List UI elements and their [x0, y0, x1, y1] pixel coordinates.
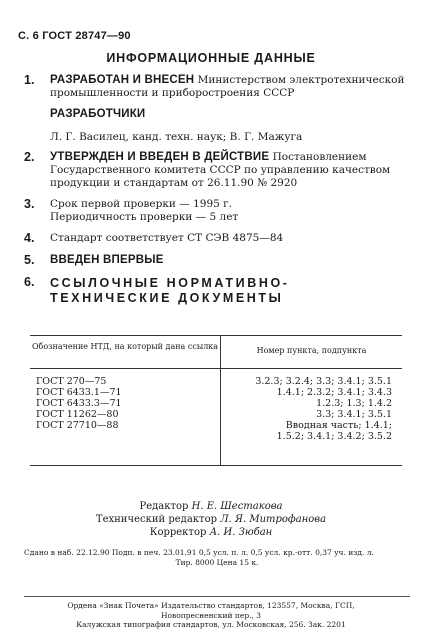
item-2-heading: УТВЕРЖДЕН И ВВЕДЕН В ДЕЙСТВИЕ: [50, 151, 270, 163]
item-1-text: [50, 74, 408, 100]
table-cell-doc: ГОСТ 270—75: [36, 376, 107, 387]
item-number: 1.: [24, 73, 35, 87]
editors-block: [0, 500, 422, 539]
imprint-line-1: Сдано в наб. 22.12.90 Подп. в печ. 23.01.91 0,5 усл. п. л. 0,5 усл. кр.-отт. 0,37 уч. изд. л.: [24, 548, 374, 557]
tech-editor-name: Л. Я. Митрофанова: [220, 514, 327, 525]
tech-editor-line: [0, 513, 422, 526]
editor-line: [0, 500, 422, 513]
document-column: [30, 369, 221, 465]
table-cell-ref: Вводная часть; 1.4.1;: [285, 420, 392, 431]
table-cell-doc: ГОСТ 27710—88: [36, 420, 119, 431]
item-number: 2.: [24, 150, 35, 164]
imprint-line-2: Тир. 8000 Цена 15 к.: [175, 557, 259, 567]
publisher-footer: [0, 601, 422, 630]
table-cell-doc: ГОСТ 11262—80: [36, 409, 119, 420]
item-2-body: Постановлением Государственного комитета СССР по управлению качеством продукции и стандартам от 26.11.90 № 2920: [50, 151, 391, 189]
item-3-line2: Периодичность проверки — 5 лет: [50, 211, 239, 223]
developers-names: Л. Г. Василец, канд. техн. наук; В. Г. Мажуга: [50, 131, 303, 143]
item-6-heading: ССЫЛОЧНЫЕ НОРМАТИВНО-ТЕХНИЧЕСКИЕ ДОКУМЕНТЫ: [50, 276, 290, 305]
corrector-name: А. И. Зюбан: [209, 527, 273, 538]
item-1-body: Министерством электротехнической промышленности и приборостроения СССР: [50, 74, 405, 99]
corrector-line: [0, 526, 422, 539]
editor-role: Редактор: [139, 501, 192, 512]
item-3-line1: Срок первой проверки — 1995 г.: [50, 198, 233, 210]
references-table: [30, 335, 402, 466]
footer-divider: [24, 596, 410, 597]
table-cell-ref: 1.5.2; 3.4.1; 3.4.2; 3.5.2: [276, 431, 392, 442]
column-header-clause: Номер пункта, подпункта: [256, 346, 367, 355]
footer-line-1: Ордена «Знак Почета» Издательство стандартов, 123557, Москва, ГСП,: [67, 601, 355, 610]
footer-line-3: Калужская типография стандартов, ул. Московская, 256. Зак. 2201: [76, 620, 346, 629]
table-cell-ref: 1.4.1; 2.3.2; 3.4.1; 3.4.3: [276, 387, 392, 398]
page-header: С. 6 ГОСТ 28747—90: [18, 30, 131, 42]
item-number: 4.: [24, 231, 35, 245]
item-4-text: Стандарт соответствует СТ СЭВ 4875—84: [50, 232, 284, 244]
developers-heading: РАЗРАБОТЧИКИ: [50, 108, 146, 120]
table-cell-doc: ГОСТ 6433.1—71: [36, 387, 122, 398]
item-5-text: [50, 254, 408, 267]
item-number: 3.: [24, 197, 35, 211]
table-cell-ref: 1.2.3; 1.3; 1.4.2: [316, 398, 392, 409]
item-6-text: [50, 276, 360, 306]
editor-name: Н. Е. Шестакова: [191, 501, 283, 512]
column-header-document: Обозначение НТД, на который дана ссылка: [30, 336, 221, 368]
table-cell-ref: 3.3; 3.4.1; 3.5.1: [316, 409, 392, 420]
corrector-role: Корректор: [149, 527, 210, 538]
table-body: [30, 369, 402, 465]
clause-column: [221, 369, 402, 465]
item-2-text: [50, 151, 408, 190]
item-number: 6.: [24, 275, 35, 289]
table-header: [30, 336, 402, 369]
item-number: 5.: [24, 253, 35, 267]
table-cell-ref: 3.2.3; 3.2.4; 3.3; 3.4.1; 3.5.1: [255, 376, 392, 387]
item-1-heading: РАЗРАБОТАН И ВНЕСЕН: [50, 74, 195, 86]
item-3-text: [50, 198, 408, 224]
tech-editor-role: Технический редактор: [95, 514, 221, 525]
footer-line-2: Новопресненский пер., 3: [160, 610, 262, 620]
table-cell-doc: ГОСТ 6433.3—71: [36, 398, 122, 409]
item-5-heading: ВВЕДЕН ВПЕРВЫЕ: [50, 254, 164, 266]
section-title: ИНФОРМАЦИОННЫЕ ДАННЫЕ: [106, 51, 316, 65]
imprint-block: [24, 548, 410, 567]
